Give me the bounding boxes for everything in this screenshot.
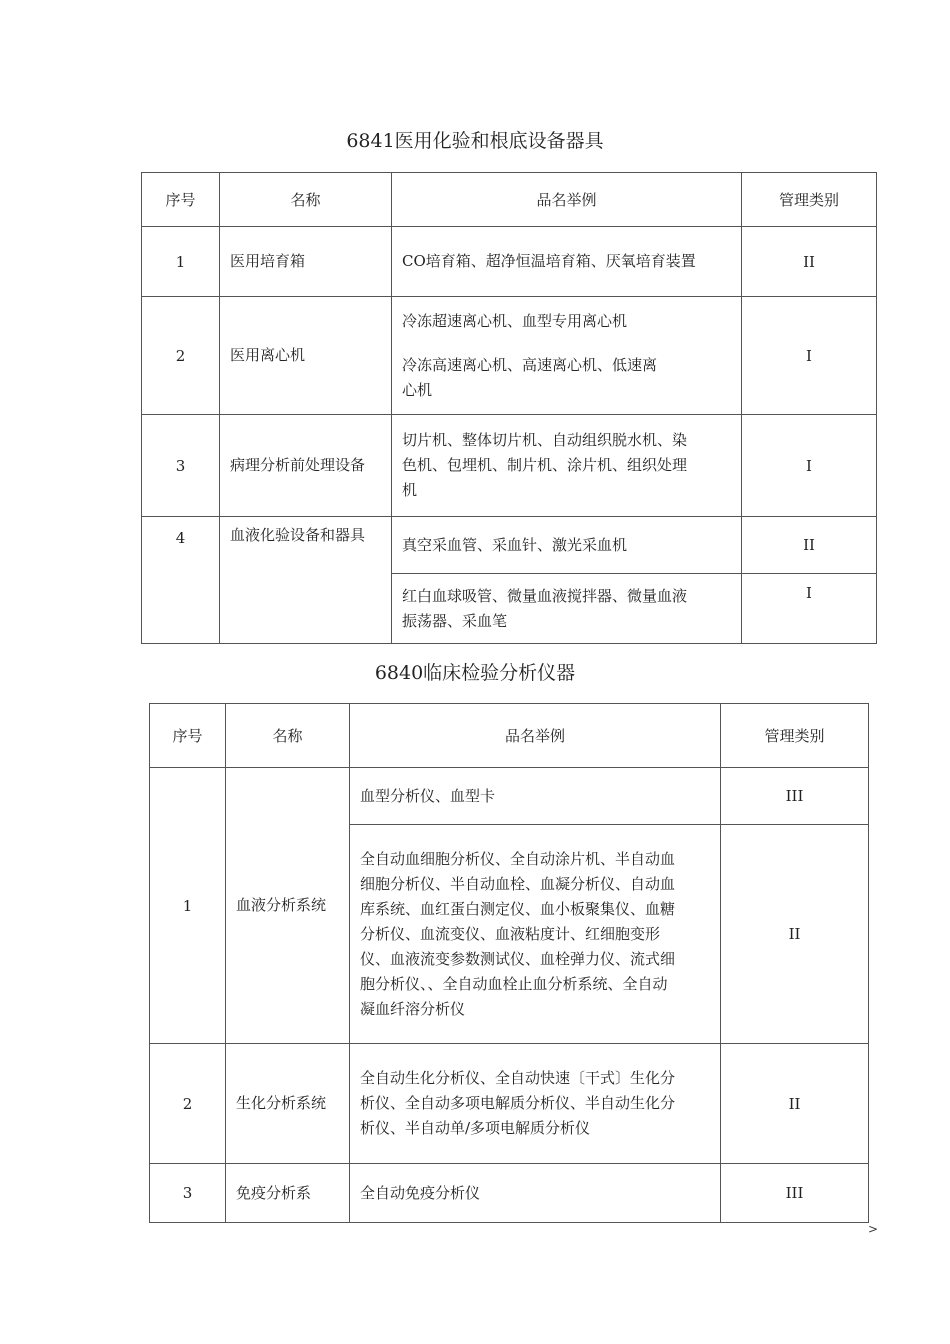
header-category: 管理类别 (721, 704, 869, 768)
example-line: 凝血纤溶分析仪 (360, 999, 466, 1018)
row-name: 免疫分析系 (226, 1164, 350, 1223)
table-row (150, 768, 869, 825)
example-line: 细胞分析仪、半自动血栓、血凝分析仪、自动血 (360, 874, 676, 893)
row-category: I (742, 415, 877, 517)
row-examples (392, 227, 742, 297)
row-no: 4 (142, 517, 220, 644)
example-line: 析仪、全自动多项电解质分析仪、半自动生化分 (360, 1094, 676, 1112)
row-no: 2 (142, 297, 220, 415)
row-examples (350, 1044, 721, 1164)
example-line: 冷冻超速离心机、血型专用离心机 (402, 311, 628, 330)
row-no: 3 (150, 1164, 226, 1223)
example-line: 析仪、半自动单/多项电解质分析仪 (360, 1119, 591, 1137)
header-no: 序号 (142, 173, 220, 227)
row-category: II (721, 825, 869, 1044)
example-line: 心机 (402, 380, 433, 399)
table-6840 (149, 703, 869, 1223)
header-no: 序号 (150, 704, 226, 768)
row-examples (350, 1164, 721, 1223)
example-line: 全自动免疫分析仪 (360, 1183, 481, 1202)
row-examples (392, 297, 742, 415)
example-line: 全自动生化分析仪、全自动快速〔干式〕生化分 (360, 1069, 676, 1087)
row-name: 生化分析系统 (226, 1044, 350, 1164)
header-examples: 品名举例 (350, 704, 721, 768)
row-category: II (721, 1044, 869, 1164)
header-name: 名称 (226, 704, 350, 768)
example-line: 库系统、血红蛋白测定仪、血小板聚集仪、血糖 (360, 899, 676, 918)
header-category: 管理类别 (742, 173, 877, 227)
example-line: 切片机、整体切片机、自动组织脱水机、染 (402, 431, 688, 449)
section1-title: 6841医用化验和根底设备器具 (346, 130, 604, 152)
row-no: 3 (142, 415, 220, 517)
example-line: CO培育箱、超净恒温培育箱、厌氧培育装置 (402, 252, 696, 270)
example-line: 振荡器、采血笔 (402, 611, 508, 630)
row-examples (350, 768, 721, 825)
table-header-row (142, 173, 877, 227)
table-header-row (150, 704, 869, 768)
row-name: 病理分析前处理设备 (220, 415, 392, 517)
row-category: III (721, 1164, 869, 1223)
row-category: II (742, 227, 877, 297)
header-name: 名称 (220, 173, 392, 227)
section2-title: 6840临床检验分析仪器 (374, 662, 576, 684)
table-6841 (141, 172, 877, 644)
row-category: I (742, 574, 877, 644)
row-no: 1 (142, 227, 220, 297)
row-name: 医用离心机 (220, 297, 392, 415)
example-line: 胞分析仪、、全自动血栓止血分析系统、全自动 (360, 974, 668, 993)
row-name: 血液分析系统 (226, 768, 350, 1044)
example-line: 冷冻高速离心机、高速离心机、低速离 (402, 355, 658, 374)
row-examples (392, 415, 742, 517)
example-line: 色机、包埋机、制片机、涂片机、组织处理 (402, 456, 688, 474)
row-category: II (742, 517, 877, 574)
example-line: 红白血球吸管、微量血液搅拌器、微量血液 (402, 586, 688, 605)
example-line: 分析仪、血流变仪、血液粘度计、红细胞变形 (360, 924, 661, 943)
row-examples (392, 517, 742, 574)
example-line: 血型分析仪、血型卡 (360, 786, 496, 805)
page-mark: > (868, 1222, 879, 1236)
table-row (150, 1164, 869, 1223)
example-line: 机 (402, 481, 418, 499)
row-examples (350, 825, 721, 1044)
row-category: I (742, 297, 877, 415)
row-name: 医用培育箱 (220, 227, 392, 297)
row-examples (392, 574, 742, 644)
header-examples: 品名举例 (392, 173, 742, 227)
table-row (142, 297, 877, 415)
row-category: III (721, 768, 869, 825)
row-no: 1 (150, 768, 226, 1044)
table-row (142, 227, 877, 297)
row-name: 血液化验设备和器具 (220, 517, 392, 644)
example-line: 全自动血细胞分析仪、全自动涂片机、半自动血 (360, 849, 676, 868)
row-no: 2 (150, 1044, 226, 1164)
table-row (150, 1044, 869, 1164)
example-line: 仪、血液流变参数测试仪、血栓弹力仪、流式细 (360, 949, 676, 968)
example-line: 真空采血管、采血针、激光采血机 (402, 535, 628, 554)
table-row (142, 517, 877, 574)
table-row (142, 415, 877, 517)
